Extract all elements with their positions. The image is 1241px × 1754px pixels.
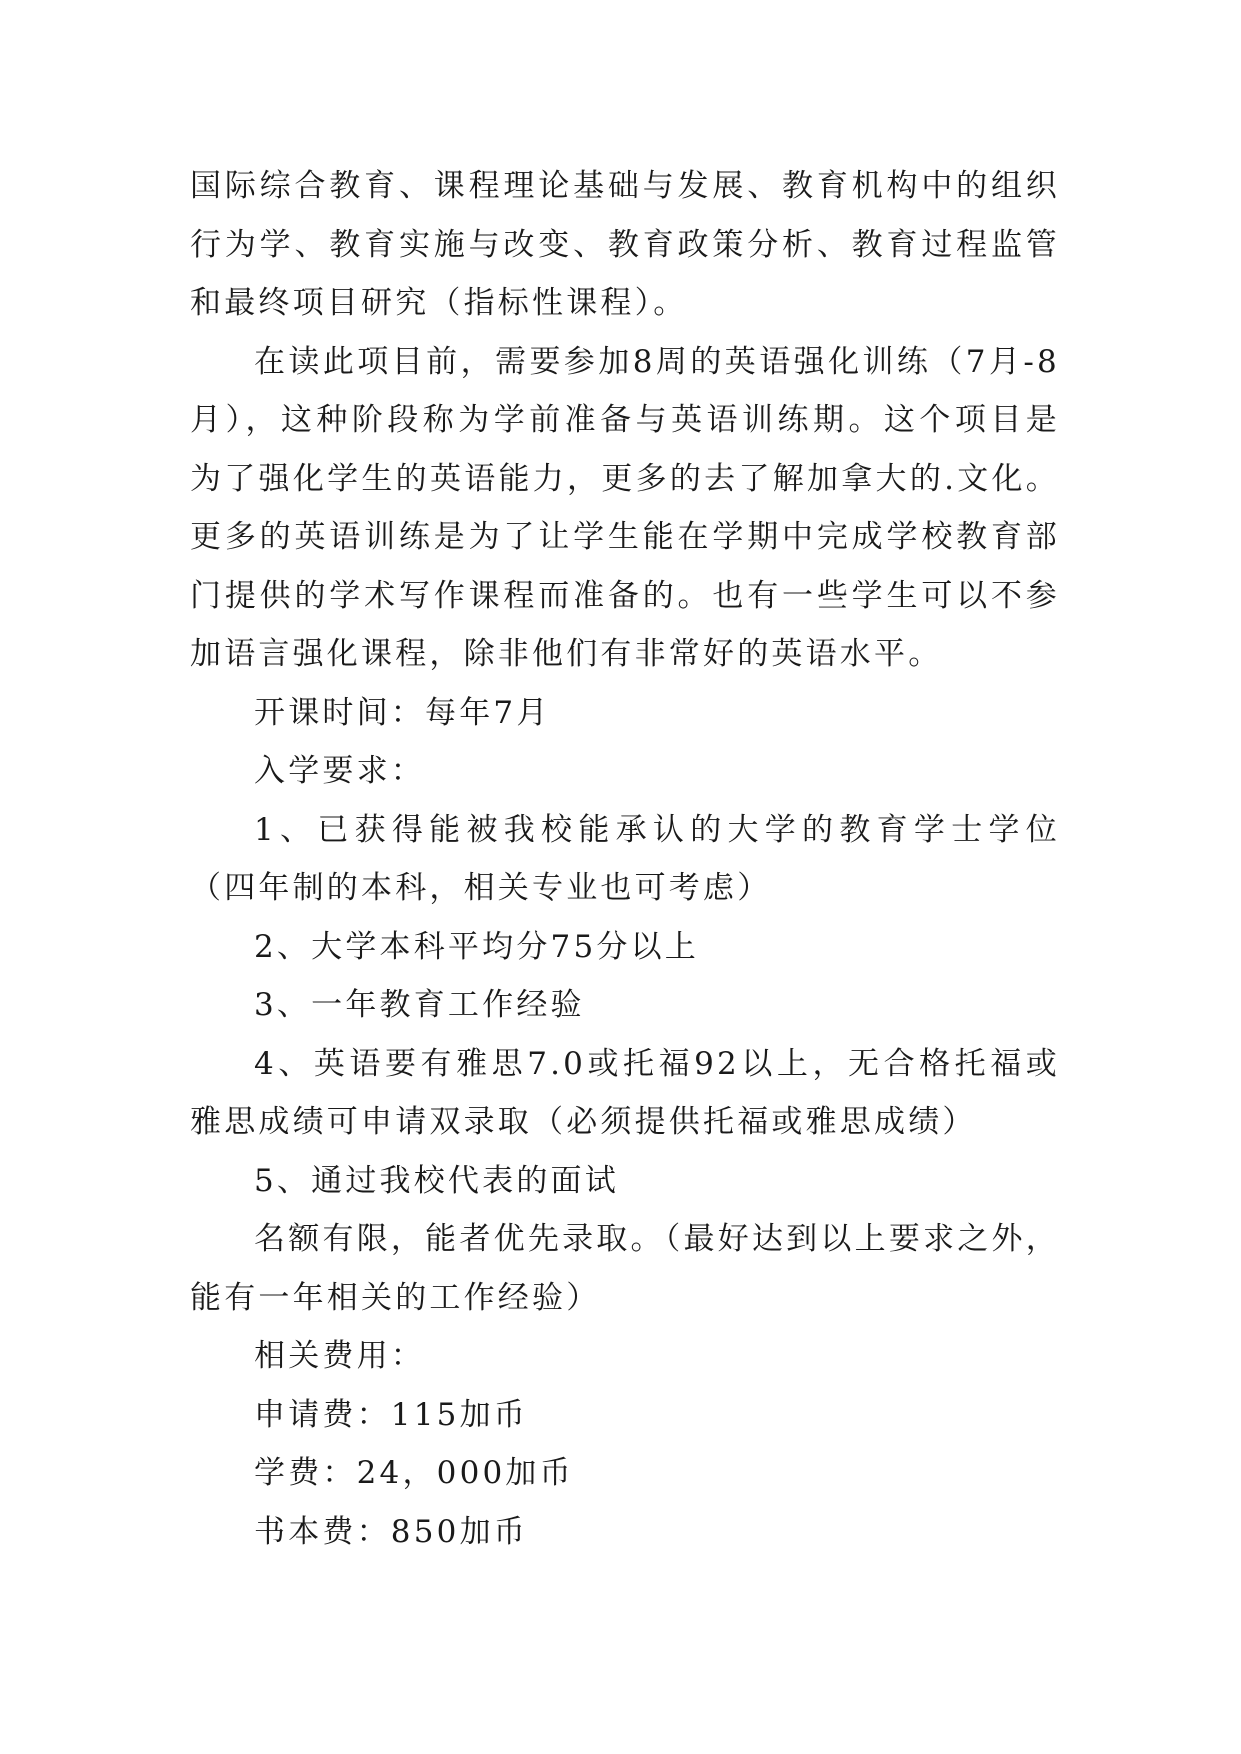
paragraph-english-training: 在读此项目前，需要参加8周的英语强化训练（7月-8月），这种阶段称为学前准备与英语训练期。这个项目是为了强化学生的英语能力，更多的去了解加拿大的.文化。更多的英语训练是为了让学生能在学期中完成学校教育部门提供的学术写作课程而准备的。也有一些学生可以不参加语言强化课程，除非他们有非常好的英语水平。 [190,343,1060,672]
requirement-item-1: 1、已获得能被我校能承认的大学的教育学士学位（四年制的本科，相关专业也可考虑） [190,811,1060,906]
fee-application: 申请费：115加币 [254,1396,528,1433]
requirement-item-3: 3、一年教育工作经验 [254,987,585,1023]
fee-books: 书本费：850加币 [254,1513,528,1550]
requirement-item-2: 2、大学本科平均分75分以上 [254,928,699,965]
paragraph-start-date: 开课时间：每年7月 [254,694,551,731]
heading-admission-requirements: 入学要求： [254,753,425,789]
document-body [190,157,1060,1561]
heading-fees: 相关费用： [254,1338,425,1374]
requirement-item-5: 5、通过我校代表的面试 [254,1162,619,1199]
paragraph-course-list: 国际综合教育、课程理论基础与发展、教育机构中的组织行为学、教育实施与改变、教育政策分析、教育过程监管和最终项目研究（指标性课程）。 [190,168,1060,321]
requirement-item-4: 4、英语要有雅思7.0或托福92以上，无合格托福或雅思成绩可申请双录取（必须提供托福或雅思成绩） [190,1045,1060,1140]
paragraph-limited-places: 名额有限，能者优先录取。（最好达到以上要求之外，能有一年相关的工作经验） [190,1221,1060,1316]
fee-tuition: 学费：24，000加币 [254,1455,574,1491]
